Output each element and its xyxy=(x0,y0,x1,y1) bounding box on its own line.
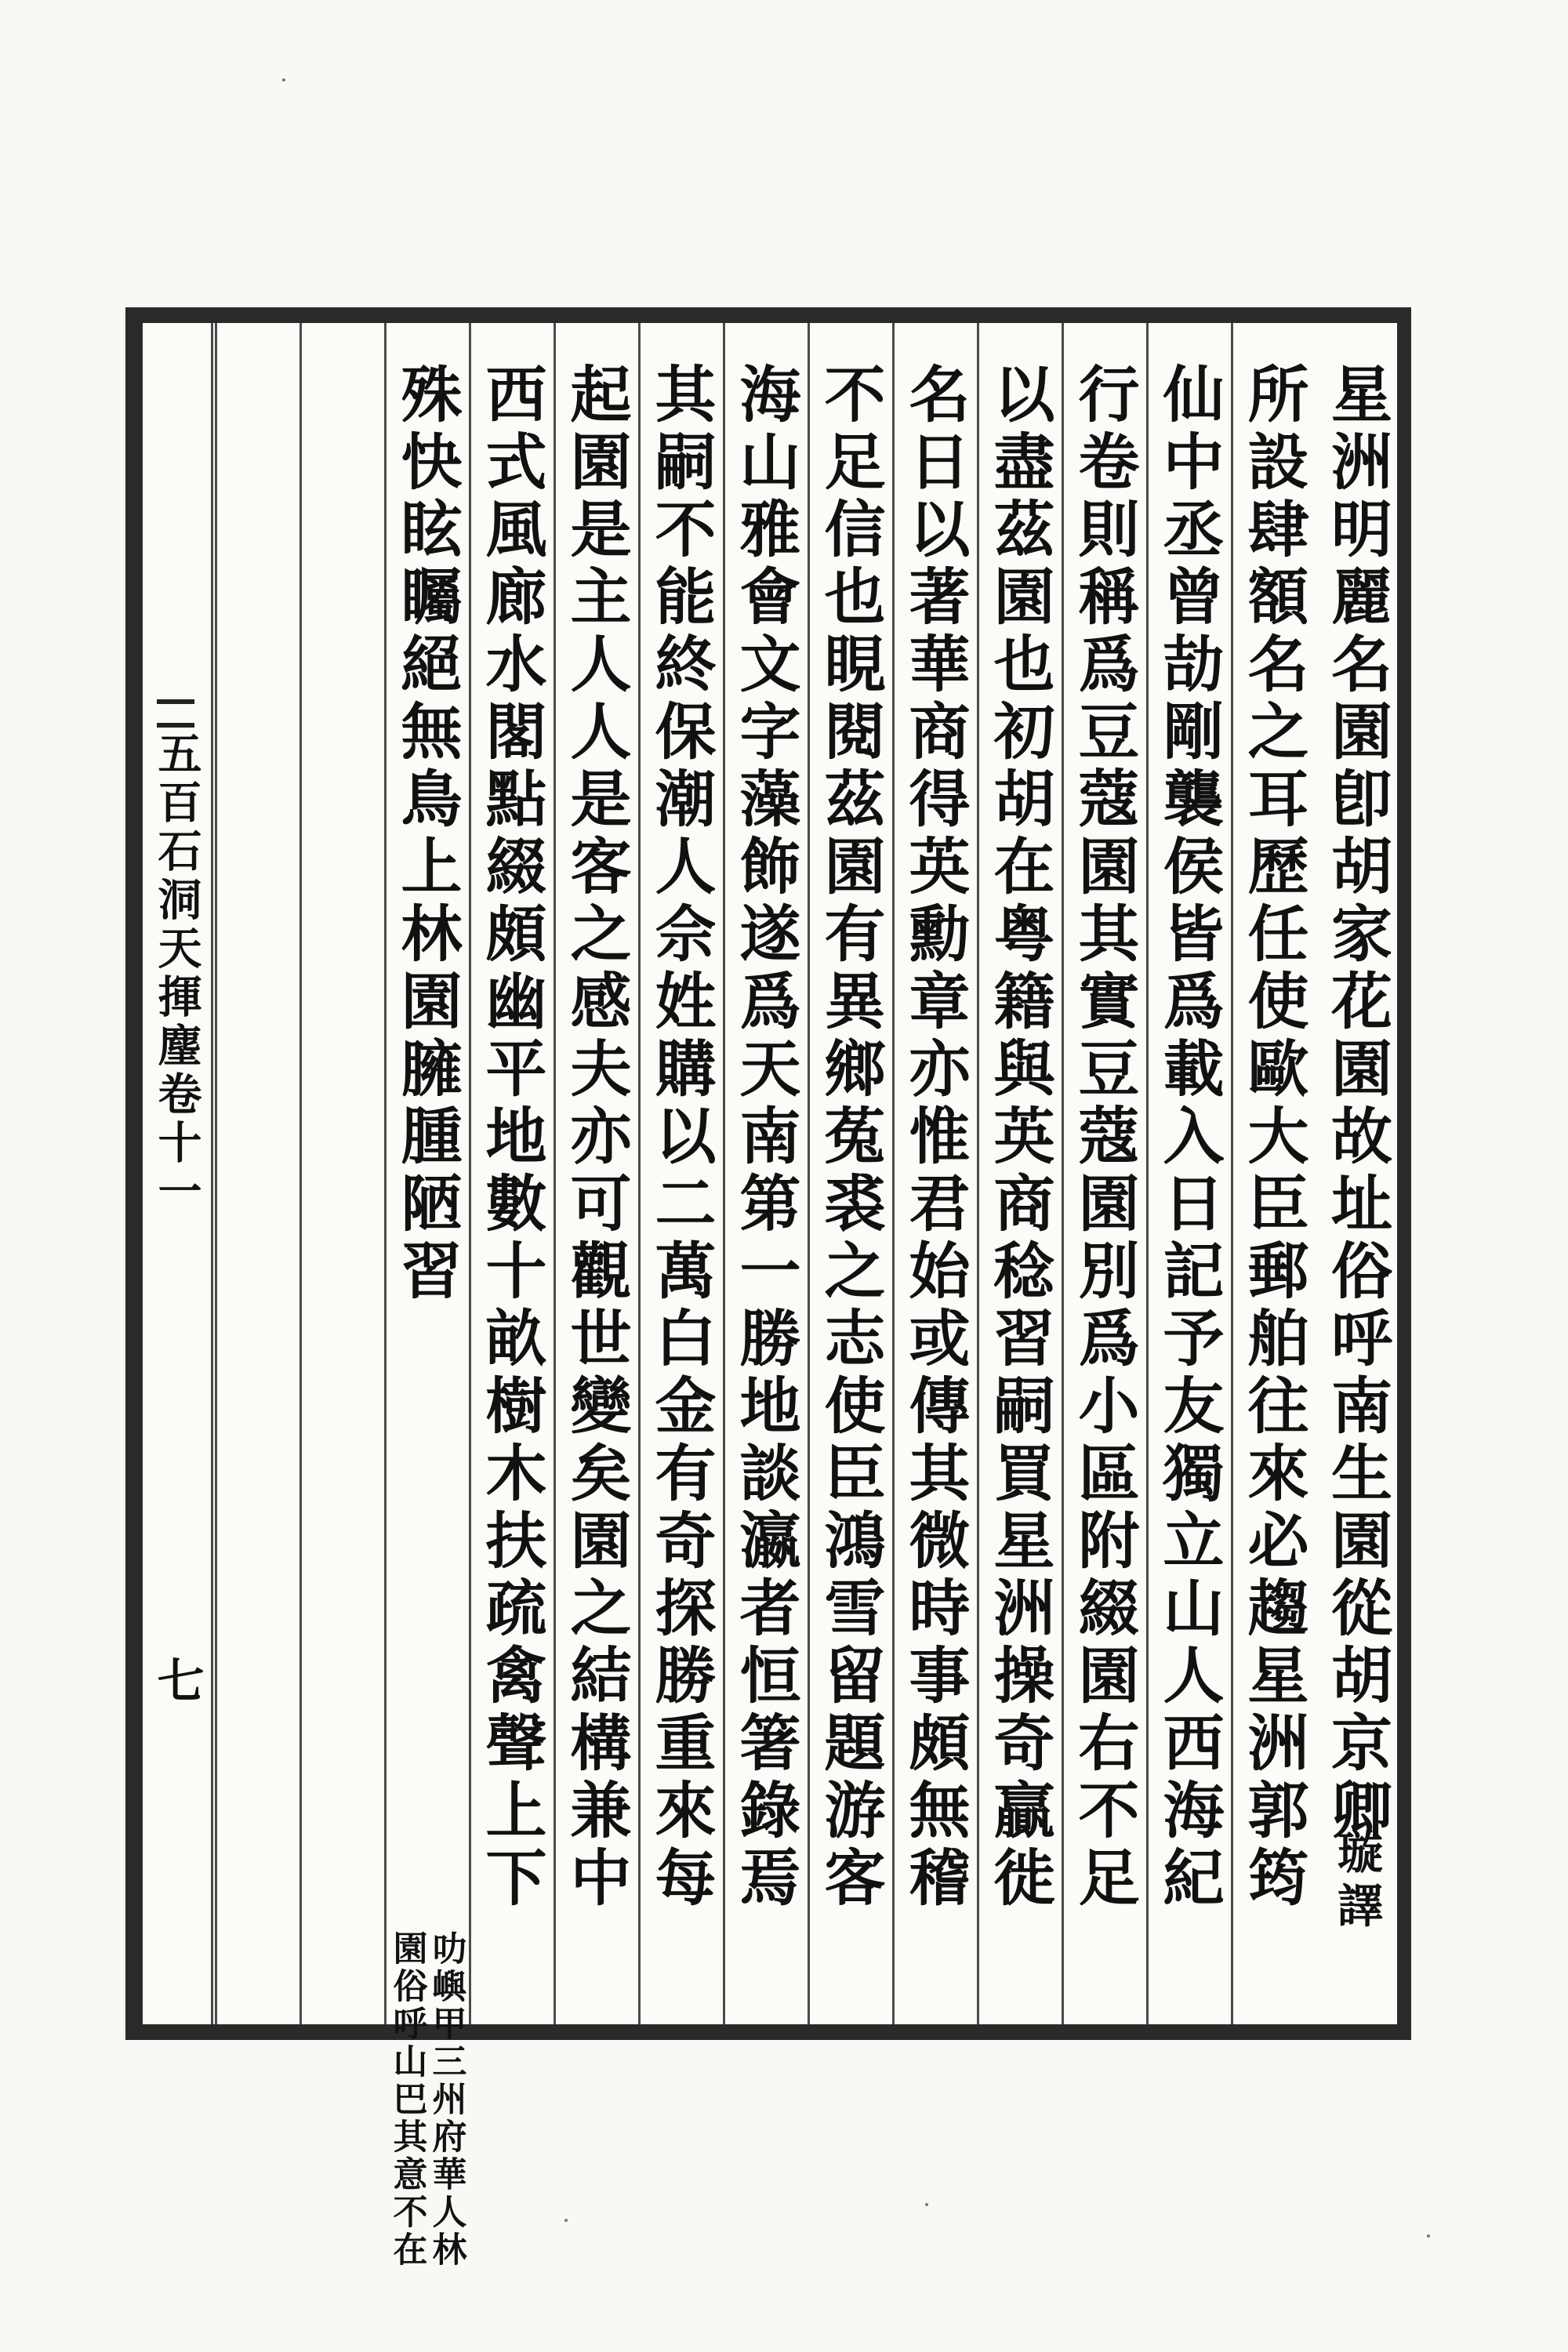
interlinear-note xyxy=(387,1930,466,2269)
page-number: 七 xyxy=(149,1656,205,1703)
text-columns xyxy=(143,323,1397,2269)
text-column-6 xyxy=(892,323,974,2024)
column-text: 不足信也睍閱茲園有異鄉菟裘之志使臣鴻雪留題游客 xyxy=(814,362,886,1913)
column-text: 海山雅會文字藻飾遂爲天南第一勝地談瀛者恒箸錄焉 xyxy=(729,362,801,1913)
text-column-4 xyxy=(1062,323,1143,2024)
note-line-1: 叻嶼甲三州府華人林 xyxy=(426,1930,466,2269)
margin-title: 五百石洞天揮麈卷十一 xyxy=(151,731,203,1217)
paper-speck xyxy=(925,2203,928,2206)
text-column-9 xyxy=(638,323,720,2024)
text-column-13 xyxy=(299,323,381,2024)
text-column-14 xyxy=(215,323,296,2024)
paper-speck xyxy=(1427,2234,1430,2238)
author-credit: 璇譯 xyxy=(1330,1828,1383,1935)
fish-tail-mark-icon xyxy=(157,699,194,728)
paper-speck xyxy=(564,2219,568,2222)
column-text: 名日以著華商得英勳章亦惟君始或傳其微時事頗無稽 xyxy=(898,362,971,1913)
column-text: 行卷則稱爲豆蔻園其實豆蔻園別爲小區附綴園右不足 xyxy=(1068,362,1140,1913)
text-column-8 xyxy=(723,323,804,2024)
column-text: 所設肆額名之耳歷任使歐大臣郵舶往來必趨星洲郭筠 xyxy=(1237,362,1309,1913)
column-text: 西式風廊水閣點綴頗幽平地數十畝樹木扶疏禽聲上下 xyxy=(475,362,547,1913)
text-column-7 xyxy=(808,323,889,2024)
column-text: 起園是主人人是客之感夫亦可觀世變矣園之結構兼中 xyxy=(560,362,632,1913)
column-text: 星洲明麗名園卽胡家花園故址俗呼南生園從胡京卿 xyxy=(1321,362,1392,1846)
text-column-2 xyxy=(1231,323,1312,2024)
note-line-2: 園俗呼山巴其意不在 xyxy=(387,1930,427,2269)
page-frame xyxy=(125,307,1411,2269)
text-column-3 xyxy=(1146,323,1228,2024)
text-column-1 xyxy=(1316,323,1397,2024)
text-column-10 xyxy=(554,323,635,2024)
column-text: 仙中丞曾劼剛襲侯皆爲載入日記予友獨立山人西海紀 xyxy=(1152,362,1225,1913)
paper-speck xyxy=(282,78,285,82)
block-margin xyxy=(143,323,213,2024)
text-column-5 xyxy=(977,323,1058,2024)
column-text: 其嗣不能終保潮人佘姓購以二萬白金有奇探勝重來每 xyxy=(644,362,717,1913)
text-column-11 xyxy=(469,323,550,2024)
column-text: 以盡茲園也初胡在粤籍與英商稔習嗣買星洲操奇贏徙 xyxy=(983,362,1055,1913)
column-text: 殊快眩矚絕無鳥上林園臃腫陋習 xyxy=(390,362,463,1306)
text-column-12 xyxy=(384,323,466,2269)
